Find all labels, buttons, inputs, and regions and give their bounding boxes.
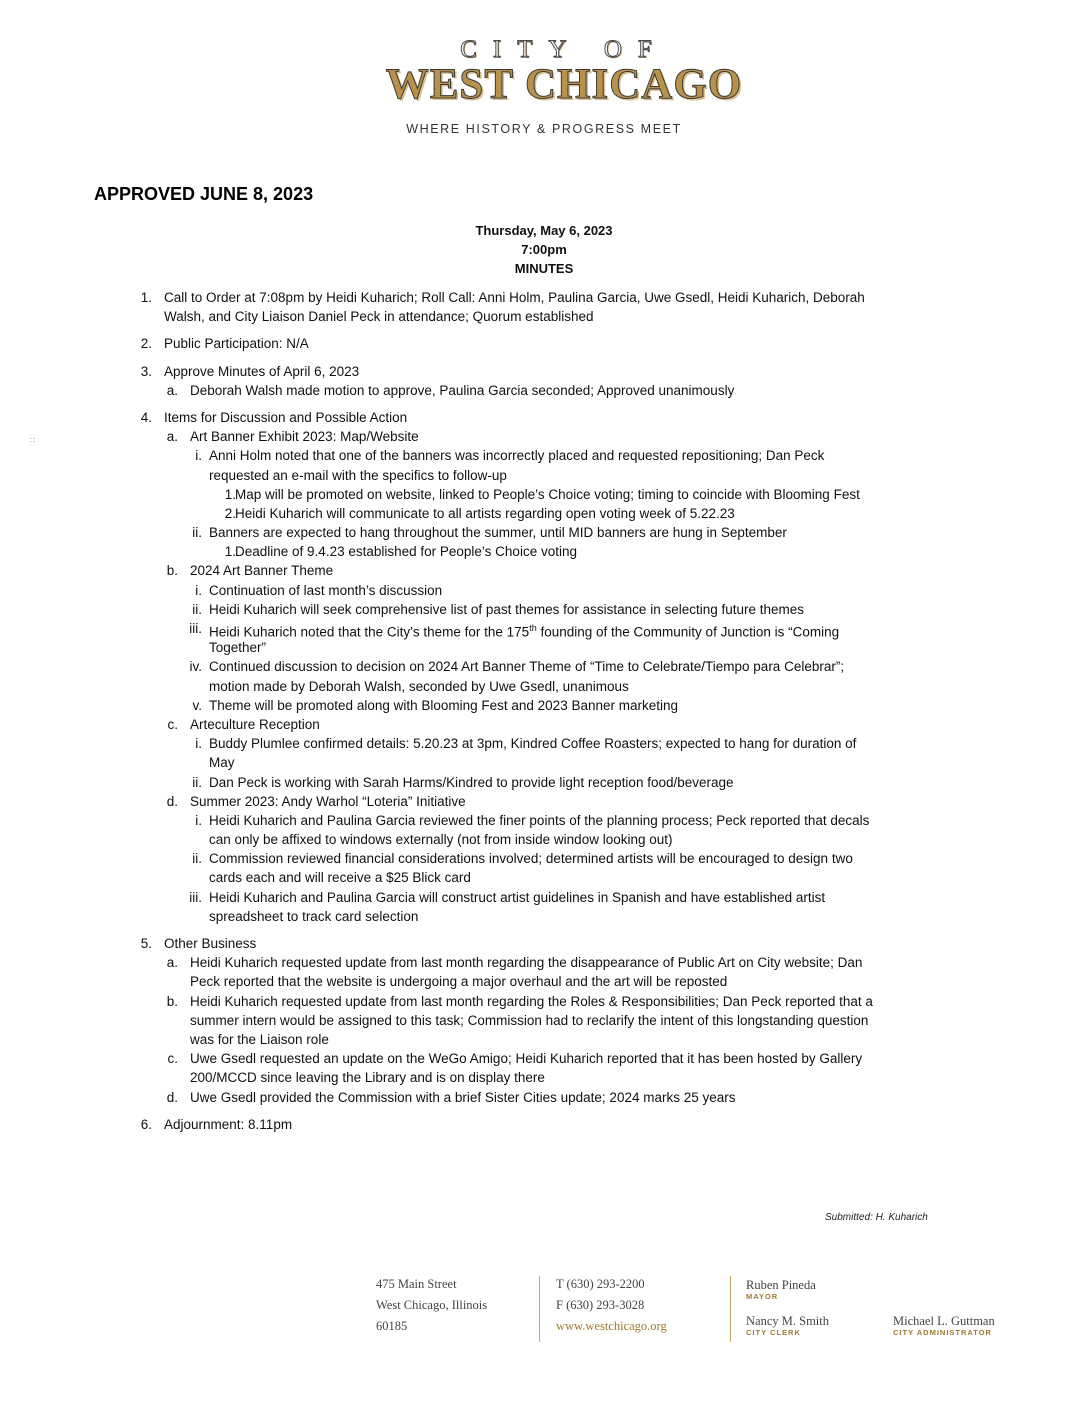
list-item-text: can only be affixed to windows externally (not from inside window looking out) [209, 832, 673, 848]
minutes-line [0, 504, 1088, 523]
list-marker: ii. [192, 851, 202, 867]
minutes-line [0, 600, 1088, 619]
section-gap [0, 926, 1088, 934]
list-item-text: Public Participation: N/A [164, 336, 309, 352]
minutes-line [0, 485, 1088, 504]
list-marker: 1. [224, 544, 236, 560]
list-item-text: Anni Holm noted that one of the banners was incorrectly placed and requested repositioning; Dan Peck [209, 448, 825, 464]
list-item-text: Deadline of 9.4.23 established for People’s Choice voting [235, 544, 577, 560]
minutes-line [0, 849, 1088, 868]
minutes-line [0, 953, 1088, 972]
minutes-line [0, 542, 1088, 561]
list-item-text: Map will be promoted on website, linked to People’s Choice voting; timing to coincide with Blooming Fest [235, 486, 860, 502]
city-logo [0, 36, 1088, 109]
list-item-text: Other Business [164, 936, 257, 951]
list-item-text: Continued discussion to decision on 2024 Art Banner Theme of “Time to Celebrate/Tiempo para Celebrar”; [209, 659, 845, 675]
list-marker: i. [195, 736, 202, 752]
minutes-line [0, 992, 1088, 1011]
list-item-text: requested an e-mail with the specifics to follow-up [209, 467, 507, 483]
list-item-text: Call to Order at 7:08pm by Heidi Kuharich; Roll Call: Anni Holm, Paulina Garcia, Uwe Gsedl, Heidi Kuharich, Deborah [164, 290, 865, 305]
list-item-text: Approve Minutes of April 6, 2023 [164, 363, 360, 379]
minutes-line [0, 734, 1088, 753]
list-item-text: summer intern would be assigned to this task; Commission had to reclarify the intent of this longstanding question [190, 1012, 869, 1028]
letterhead-footer [0, 1274, 1088, 1344]
list-item-text: Continuation of last month’s discussion [209, 582, 443, 598]
list-marker: i. [195, 582, 202, 598]
meeting-time: 7:00pm [521, 242, 567, 257]
list-marker: b. [166, 993, 178, 1009]
list-item-text: Peck reported that the website is undergoing a major overhaul and the art will be reposted [190, 974, 728, 990]
minutes-line [0, 934, 1088, 953]
minutes-line [0, 581, 1088, 600]
minutes-line [0, 523, 1088, 542]
list-item-text: Uwe Gsedl requested an update on the WeGo Amigo; Heidi Kuharich reported that it has been hosted by Gallery [190, 1051, 863, 1067]
section-gap [0, 326, 1088, 334]
minutes-line [0, 1068, 1088, 1087]
minutes-line [0, 888, 1088, 907]
clerk-title: CITY CLERK [746, 1328, 801, 1337]
list-marker: d. [166, 1089, 178, 1105]
minutes-line [0, 830, 1088, 849]
list-item-text: Theme will be promoted along with Blooming Fest and 2023 Banner marketing [209, 697, 679, 713]
minutes-line [0, 619, 1088, 638]
footer-website-link[interactable]: www.westchicago.org [556, 1319, 667, 1333]
list-marker: i. [195, 812, 202, 828]
minutes-line [0, 715, 1088, 734]
meeting-header [0, 221, 1088, 278]
administrator-title: CITY ADMINISTRATOR [893, 1328, 992, 1337]
list-item-text: Commission reviewed financial considerations involved; determined artists will be encouraged to design two [209, 851, 853, 867]
tagline: WHERE HISTORY & PROGRESS MEET [406, 122, 682, 136]
footer-divider [730, 1276, 731, 1342]
list-item-text: Heidi Kuharich will communicate to all artists regarding open voting week of 5.22.23 [235, 505, 735, 521]
list-item-text: Heidi Kuharich requested update from last month regarding the Roles & Responsibilities; Dan Peck reported that a [190, 993, 873, 1009]
minutes-line [0, 696, 1088, 715]
footer-contact [556, 1274, 667, 1337]
list-marker: iii. [189, 621, 202, 636]
section-gap [0, 1107, 1088, 1115]
list-item-text: Banners are expected to hang throughout the summer, until MID banners are hung in September [209, 525, 787, 541]
list-item-text: 2024 Art Banner Theme [190, 563, 334, 579]
mayor-name: Ruben Pineda [746, 1278, 816, 1292]
minutes-line [0, 907, 1088, 926]
minutes-line [0, 792, 1088, 811]
list-marker: 3. [140, 363, 152, 379]
list-marker: a. [166, 382, 178, 398]
list-marker: v. [192, 697, 202, 713]
minutes-line [0, 657, 1088, 676]
list-item-text: Uwe Gsedl provided the Commission with a brief Sister Cities update; 2024 marks 25 years [190, 1089, 736, 1105]
list-item-text: Dan Peck is working with Sarah Harms/Kindred to provide light reception food/beverage [209, 774, 734, 790]
minutes-line [0, 1030, 1088, 1049]
administrator-name: Michael L. Guttman [893, 1314, 995, 1328]
logo-city-name: WEST CHICAGO [385, 61, 743, 108]
mayor-title: MAYOR [746, 1292, 779, 1301]
list-marker: 1. [224, 486, 236, 502]
footer-divider [539, 1276, 540, 1342]
minutes-line [0, 1088, 1088, 1107]
minutes-line [0, 408, 1088, 427]
list-marker: i. [195, 448, 202, 464]
minutes-line [0, 561, 1088, 580]
minutes-line [0, 638, 1088, 657]
footer-zip: 60185 [376, 1319, 408, 1333]
minutes-line [0, 334, 1088, 353]
list-marker: iv. [189, 659, 202, 675]
list-item-text: Art Banner Exhibit 2023: Map/Website [190, 429, 419, 445]
minutes-line [0, 811, 1088, 830]
list-item-text: was for the Liaison role [190, 1031, 329, 1047]
footer-city: West Chicago, Illinois [376, 1298, 488, 1312]
section-gap [0, 354, 1088, 362]
minutes-line [0, 466, 1088, 485]
list-item-text: Heidi Kuharich will seek comprehensive list of past themes for assistance in selecting future themes [209, 601, 805, 617]
list-marker: 4. [140, 409, 152, 425]
list-item-text: Deborah Walsh made motion to approve, Paulina Garcia seconded; Approved unanimously [190, 382, 735, 398]
list-item-text: spreadsheet to track card selection [209, 908, 419, 924]
list-item-text: cards each and will receive a $25 Blick card [209, 870, 471, 886]
list-marker: d. [166, 793, 178, 809]
footer-fax: F (630) 293-3028 [556, 1298, 645, 1312]
minutes-line [0, 753, 1088, 772]
list-marker: a. [166, 955, 178, 971]
minutes-line [0, 288, 1088, 307]
list-marker: c. [167, 1051, 178, 1067]
list-marker: 1. [140, 290, 152, 305]
list-marker: ii. [192, 774, 202, 790]
list-item-text: Arteculture Reception [190, 716, 320, 732]
logo-city-of: CITY OF [460, 36, 668, 63]
clerk-name: Nancy M. Smith [746, 1314, 829, 1328]
minutes-line [0, 1049, 1088, 1068]
list-marker: iii. [189, 889, 202, 905]
list-item-text: motion made by Deborah Walsh, seconded by Uwe Gsedl, unanimous [209, 678, 629, 694]
list-item-text: May [209, 755, 235, 771]
list-marker: b. [166, 563, 178, 579]
list-item-text: 200/MCCD since leaving the Library and is on display there [190, 1070, 545, 1086]
minutes-line [0, 1115, 1088, 1134]
list-item-text: Heidi Kuharich and Paulina Garcia reviewed the finer points of the planning process; Peck reported that decals [209, 812, 870, 828]
minutes-title: MINUTES [514, 261, 574, 276]
minutes-line [0, 427, 1088, 446]
scan-speck: ∷ [30, 436, 36, 445]
minutes-line [0, 307, 1088, 326]
submitted-by: Submitted: H. Kuharich [825, 1212, 928, 1223]
minutes-line [0, 677, 1088, 696]
list-item-text: Heidi Kuharich requested update from last month regarding the disappearance of Public Art on City website; Dan [190, 955, 863, 971]
meeting-date: Thursday, May 6, 2023 [475, 223, 613, 238]
minutes-line [0, 972, 1088, 991]
list-item-text: Items for Discussion and Possible Action [164, 409, 408, 425]
list-marker: 2. [224, 505, 236, 521]
footer-phone: T (630) 293-2200 [556, 1277, 645, 1291]
list-marker: 2. [140, 336, 152, 352]
minutes-line [0, 362, 1088, 381]
list-marker: ii. [192, 525, 202, 541]
minutes-line [0, 773, 1088, 792]
footer-street: 475 Main Street [376, 1277, 457, 1291]
list-item-text: Adjournment: 8.11pm [164, 1116, 293, 1132]
list-marker: 5. [140, 936, 152, 951]
list-item-text: Together” [209, 640, 267, 656]
list-marker: ii. [192, 601, 202, 617]
list-marker: a. [166, 429, 178, 445]
approved-stamp: APPROVED JUNE 8, 2023 [94, 184, 314, 204]
footer-administrator [893, 1314, 995, 1338]
list-item-text: Summer 2023: Andy Warhol “Loteria” Initiative [190, 793, 466, 809]
minutes-body [0, 288, 1088, 1134]
list-item-text: Buddy Plumlee confirmed details: 5.20.23 at 3pm, Kindred Coffee Roasters; expected to hang for duration of [209, 736, 857, 752]
minutes-line [0, 868, 1088, 887]
list-marker: 6. [140, 1116, 152, 1132]
minutes-line [0, 381, 1088, 400]
list-item-text: Heidi Kuharich noted that the City’s theme for the 175th founding of the Community of Junction is “Coming [209, 623, 840, 640]
minutes-line [0, 1011, 1088, 1030]
list-item-text: Walsh, and City Liaison Daniel Peck in attendance; Quorum established [164, 309, 594, 325]
section-gap [0, 400, 1088, 408]
list-item-text: Heidi Kuharich and Paulina Garcia will construct artist guidelines in Spanish and have established artist [209, 889, 826, 905]
list-marker: c. [167, 716, 178, 732]
minutes-line [0, 446, 1088, 465]
footer-officials [746, 1278, 829, 1338]
footer-address [376, 1274, 487, 1337]
